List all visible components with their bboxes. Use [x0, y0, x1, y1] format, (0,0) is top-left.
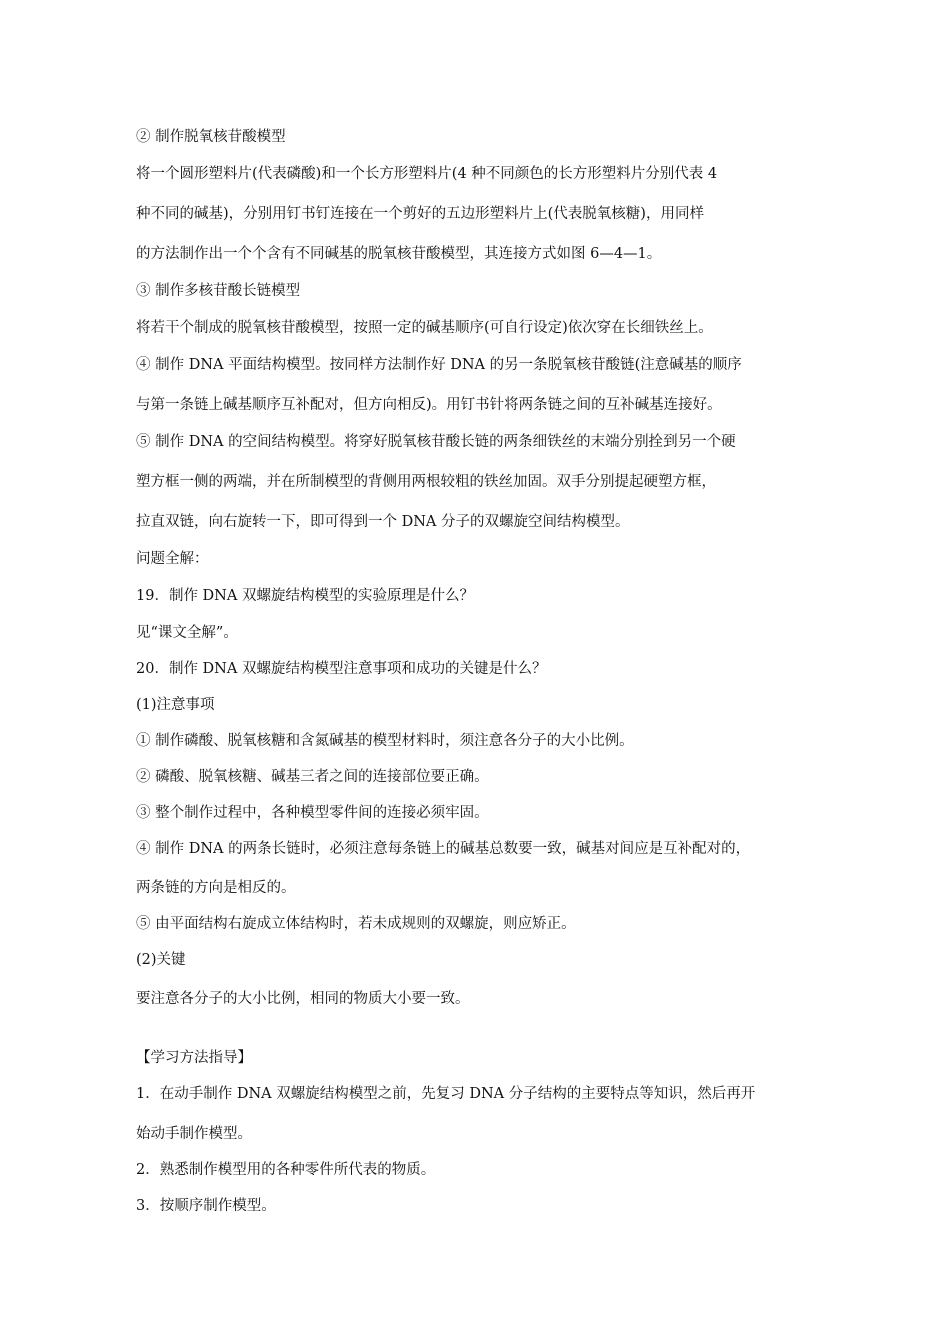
step-3-heading: ③ 制作多核苷酸长链模型	[136, 283, 301, 299]
step-5-text-line-2: 塑方框一侧的两端，并在所制模型的背侧用两根较粗的铁丝加固。双手分别提起硬塑方框，	[136, 474, 716, 490]
step-4-text-line-1: ④ 制作 DNA 平面结构模型。按同样方法制作好 DNA 的另一条脱氧核苷酸链(注意碱基的顺序	[136, 357, 742, 373]
step-5-text-line-1: ⑤ 制作 DNA 的空间结构模型。将穿好脱氧核苷酸长链的两条细铁丝的末端分别拴到另一个硬	[136, 434, 736, 450]
key-point-text: 要注意各分子的大小比例，相同的物质大小要一致。	[136, 991, 470, 1007]
step-2-text-line-1: 将一个圆形塑料片(代表磷酸)和一个长方形塑料片(4 种不同颜色的长方形塑料片分别代表 4	[136, 166, 718, 182]
answer-19: 见“课文全解”。	[136, 625, 238, 641]
note-item-4-line-1: ④ 制作 DNA 的两条长链时，必须注意每条链上的碱基总数要一致，碱基对间应是互补配对的，	[136, 841, 751, 857]
step-4-text-line-2: 与第一条链上碱基顺序互补配对，但方向相反)。用钉书针将两条链之间的互补碱基连接好。	[136, 397, 722, 413]
note-item-2: ② 磷酸、脱氧核糖、碱基三者之间的连接部位要正确。	[136, 769, 489, 785]
note-item-4-line-2: 两条链的方向是相反的。	[136, 880, 296, 896]
step-5-text-line-3: 拉直双链，向右旋转一下，即可得到一个 DNA 分子的双螺旋空间结构模型。	[136, 514, 630, 530]
section-heading-answers: 问题全解：	[136, 551, 209, 567]
note-item-3: ③ 整个制作过程中，各种模型零件间的连接必须牢固。	[136, 805, 489, 821]
method-item-2: 2．熟悉制作模型用的各种零件所代表的物质。	[136, 1162, 436, 1178]
step-2-text-line-2: 种不同的碱基)，分别用钉书钉连接在一个剪好的五边形塑料片上(代表脱氧核糖)，用同样	[136, 206, 704, 222]
note-item-1: ① 制作磷酸、脱氧核糖和含氮碱基的模型材料时，须注意各分子的大小比例。	[136, 733, 634, 749]
answer-20-part-2-heading: (2)关键	[136, 952, 186, 968]
method-item-1-line-2: 始动手制作模型。	[136, 1126, 252, 1142]
step-2-text-line-3: 的方法制作出一个个含有不同碱基的脱氧核苷酸模型，其连接方式如图 6—4—1。	[136, 246, 662, 262]
note-item-5: ⑤ 由平面结构右旋成立体结构时，若未成规则的双螺旋，则应矫正。	[136, 916, 576, 932]
question-19: 19．制作 DNA 双螺旋结构模型的实验原理是什么？	[136, 588, 474, 604]
method-item-1-line-1: 1．在动手制作 DNA 双螺旋结构模型之前，先复习 DNA 分子结构的主要特点等知识，然后再开	[136, 1086, 756, 1102]
question-20: 20．制作 DNA 双螺旋结构模型注意事项和成功的关键是什么？	[136, 661, 547, 677]
answer-20-part-1-heading: (1)注意事项	[136, 697, 215, 713]
method-item-3: 3．按顺序制作模型。	[136, 1198, 276, 1214]
step-3-text: 将若干个制成的脱氧核苷酸模型，按照一定的碱基顺序(可自行设定)依次穿在长细铁丝上。	[136, 320, 713, 336]
section-heading-study-method: 【学习方法指导】	[136, 1050, 252, 1066]
step-2-heading: ② 制作脱氧核苷酸模型	[136, 129, 286, 145]
